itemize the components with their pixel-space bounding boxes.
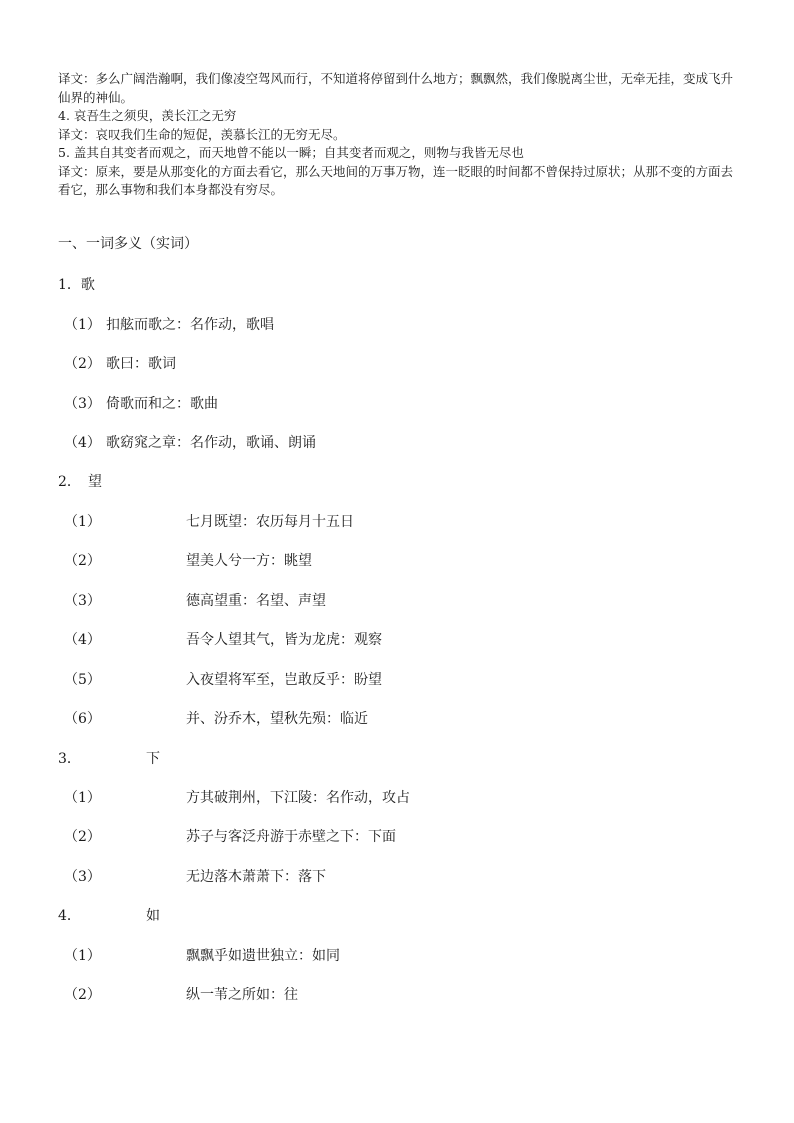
meaning-index: （1） bbox=[64, 790, 101, 806]
meaning-item bbox=[64, 867, 326, 887]
meaning-item bbox=[64, 551, 312, 571]
meaning-item bbox=[64, 433, 316, 453]
word-number: 2． bbox=[58, 474, 81, 490]
word-label: 歌 bbox=[80, 277, 95, 293]
meaning-index: （4） bbox=[64, 632, 101, 648]
meaning-text: 歌窈窕之章：名作动，歌诵、朗诵 bbox=[106, 435, 316, 451]
meaning-text: 望美人兮一方：眺望 bbox=[186, 553, 312, 569]
meaning-text: 倚歌而和之：歌曲 bbox=[106, 396, 218, 412]
meaning-item bbox=[64, 827, 396, 847]
meaning-index: （4） bbox=[64, 435, 101, 451]
meaning-text: 飘飘乎如遗世独立：如同 bbox=[186, 948, 340, 964]
meaning-index: （6） bbox=[64, 711, 101, 727]
sentence-item: 4. 哀吾生之须臾，羡长江之无穷 bbox=[58, 108, 237, 123]
meaning-text: 苏子与客泛舟游于赤壁之下：下面 bbox=[186, 829, 396, 845]
translation-paragraph: 译文：哀叹我们生命的短促，羡慕长江的无穷无尽。 bbox=[58, 126, 346, 142]
word-heading bbox=[58, 749, 160, 769]
sentence-item: 5. 盖其自其变者而观之，而天地曾不能以一瞬；自其变者而观之，则物与我皆无尽也 bbox=[58, 145, 524, 160]
meaning-text: 德高望重：名望、声望 bbox=[186, 593, 326, 609]
meaning-text: 七月既望：农历每月十五日 bbox=[186, 514, 354, 530]
word-heading bbox=[58, 906, 160, 926]
word-label: 如 bbox=[146, 908, 160, 924]
meaning-item bbox=[64, 946, 340, 966]
word-number: 1． bbox=[58, 277, 81, 293]
meaning-index: （2） bbox=[64, 553, 101, 569]
meaning-text: 纵一苇之所如：往 bbox=[186, 987, 298, 1003]
intro-text-block bbox=[58, 70, 738, 200]
meaning-item bbox=[64, 591, 326, 611]
meaning-item bbox=[64, 394, 218, 414]
meaning-item bbox=[64, 630, 382, 650]
meaning-item bbox=[64, 670, 382, 690]
meaning-item bbox=[64, 709, 368, 729]
meaning-text: 吾令人望其气，皆为龙虎：观察 bbox=[186, 632, 382, 648]
meaning-text: 并、汾乔木，望秋先殒：临近 bbox=[186, 711, 368, 727]
meaning-text: 方其破荆州，下江陵：名作动，攻占 bbox=[186, 790, 410, 806]
section-heading: 一、一词多义（实词） bbox=[58, 236, 198, 252]
word-heading bbox=[58, 472, 102, 492]
word-number: 3． bbox=[58, 751, 81, 767]
meaning-item bbox=[64, 985, 298, 1005]
word-label: 下 bbox=[146, 751, 160, 767]
meaning-item bbox=[64, 512, 354, 532]
word-label: 望 bbox=[88, 474, 102, 490]
translation-paragraph: 译文：原来，要是从那变化的方面去看它，那么天地间的万事万物，连一眨眼的时间都不曾保持过原状；从那不变的方面去看它，那么事物和我们本身都没有穷尽。 bbox=[58, 163, 734, 197]
meaning-item bbox=[64, 315, 274, 335]
meaning-text: 歌曰：歌词 bbox=[106, 356, 176, 372]
meaning-text: 入夜望将军至，岂敢反乎：盼望 bbox=[186, 672, 382, 688]
meaning-index: （3） bbox=[64, 396, 101, 412]
word-heading bbox=[58, 275, 95, 295]
meaning-index: （5） bbox=[64, 672, 101, 688]
meaning-index: （2） bbox=[64, 829, 101, 845]
meaning-index: （3） bbox=[64, 593, 101, 609]
meaning-index: （2） bbox=[64, 987, 101, 1003]
meaning-index: （1） bbox=[64, 948, 101, 964]
meaning-item bbox=[64, 354, 176, 374]
meaning-index: （2） bbox=[64, 356, 101, 372]
meaning-index: （1） bbox=[64, 317, 101, 333]
meaning-text: 扣舷而歌之：名作动，歌唱 bbox=[106, 317, 274, 333]
meaning-index: （3） bbox=[64, 869, 101, 885]
meaning-text: 无边落木萧萧下：落下 bbox=[186, 869, 326, 885]
meaning-index: （1） bbox=[64, 514, 101, 530]
translation-paragraph: 译文：多么广阔浩瀚啊，我们像凌空驾风而行，不知道将停留到什么地方；飘飘然，我们像脱离尘世，无牵无挂，变成飞升仙界的神仙。 bbox=[58, 71, 734, 105]
meaning-item bbox=[64, 788, 410, 808]
word-number: 4． bbox=[58, 908, 81, 924]
